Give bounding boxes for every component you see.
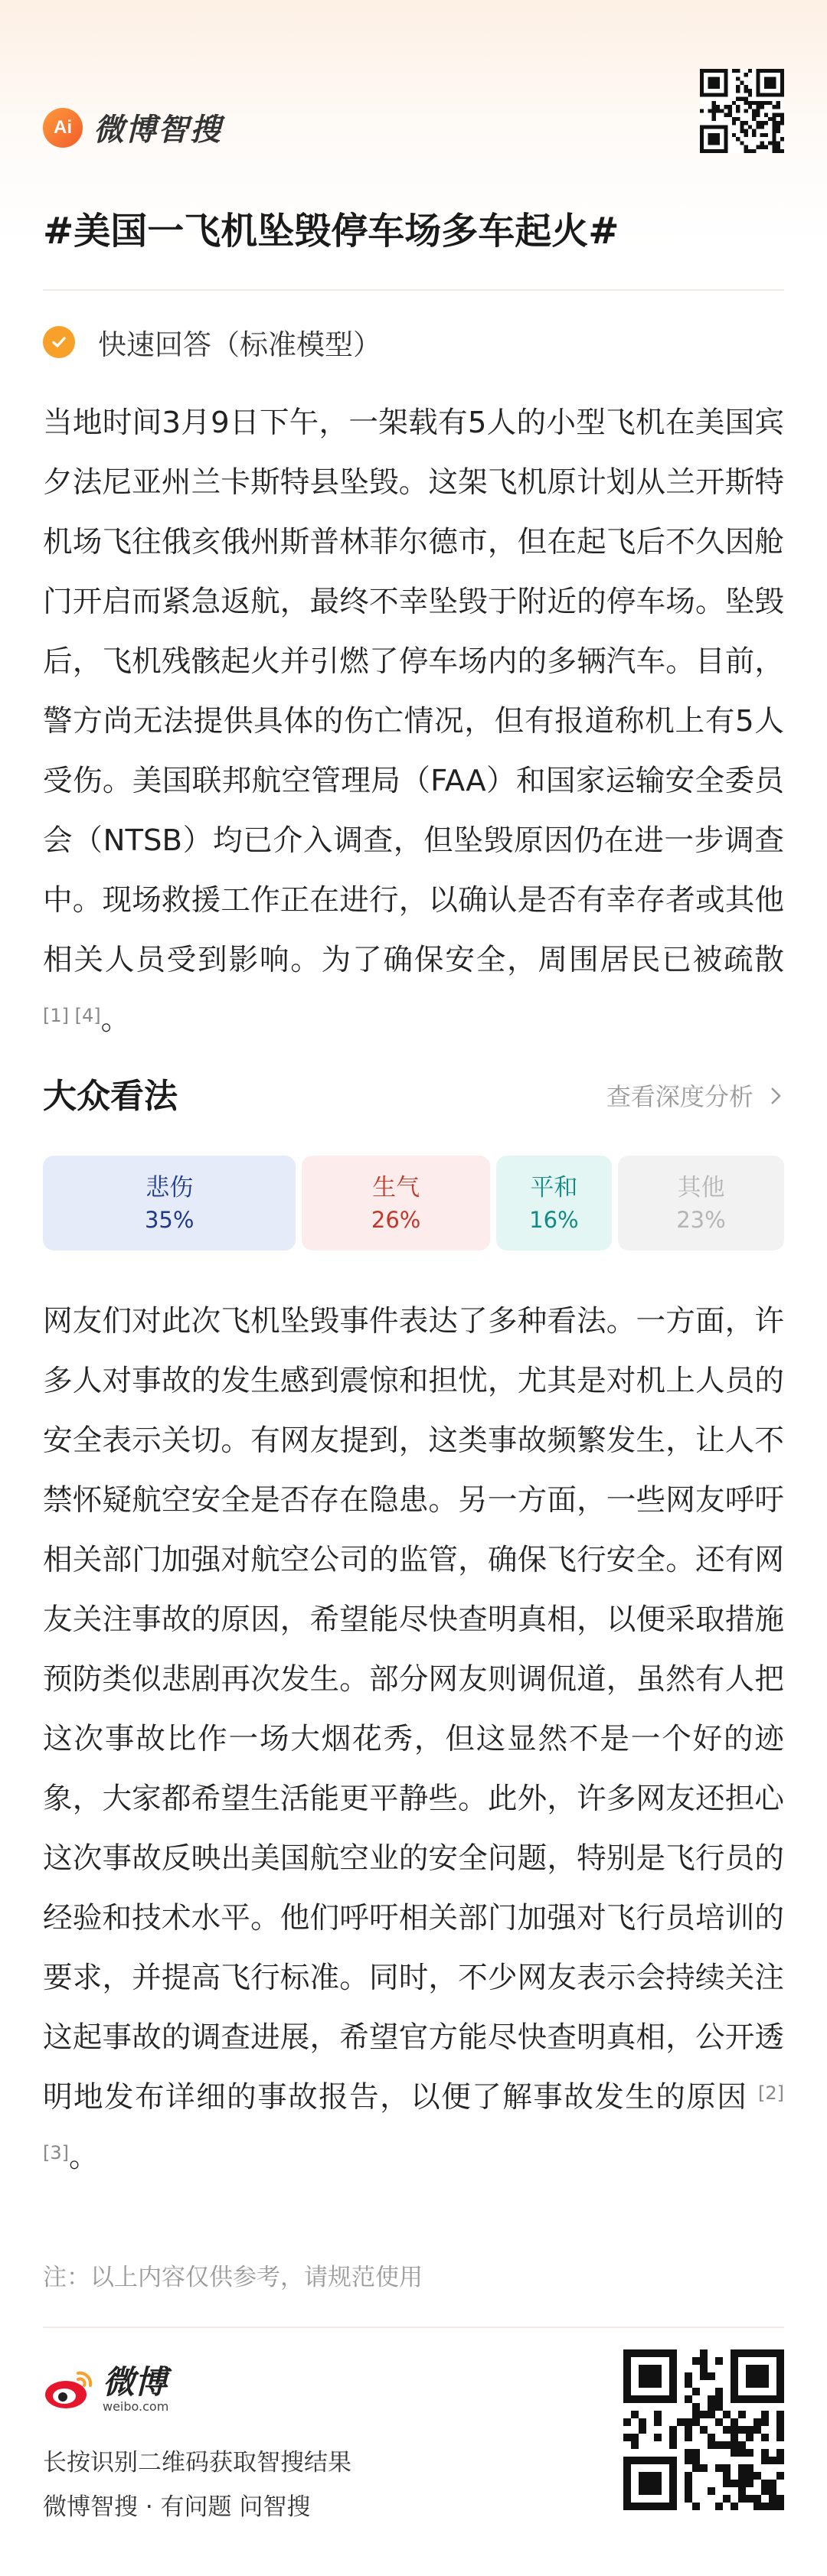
sentiment-value: 16% bbox=[529, 1207, 579, 1233]
quick-answer-header bbox=[43, 321, 381, 363]
brand bbox=[43, 106, 222, 149]
reference-links[interactable]: [1] [4] bbox=[43, 1005, 101, 1026]
sentiment-name: 其他 bbox=[677, 1174, 725, 1202]
brand-name: 微博智搜 bbox=[93, 112, 222, 148]
sentiment-value: 35% bbox=[144, 1207, 194, 1233]
sentiment-name: 悲伤 bbox=[145, 1174, 194, 1202]
divider bbox=[43, 2327, 784, 2328]
answer-end: 。 bbox=[100, 1003, 131, 1037]
page-title: #美国一飞机坠毁停车场多车起火# bbox=[43, 210, 619, 253]
footer-instruction: 长按识别二维码获取智搜结果 bbox=[43, 2449, 351, 2477]
weibo-domain: weibo.com bbox=[103, 2399, 169, 2414]
sentiment-value: 23% bbox=[676, 1207, 726, 1233]
header bbox=[43, 69, 784, 184]
reference-links[interactable]: [2] [3] bbox=[43, 2082, 785, 2164]
footer-slogan: 微博智搜 · 有问题 问智搜 bbox=[43, 2493, 311, 2521]
qr-code-icon[interactable] bbox=[623, 2349, 784, 2510]
disclaimer-note: 注：以上内容仅供参考，请规范使用 bbox=[43, 2264, 423, 2291]
quick-answer-text bbox=[43, 393, 784, 1050]
deep-analysis-label: 查看深度分析 bbox=[606, 1082, 753, 1111]
sentiment-name: 生气 bbox=[372, 1174, 420, 1202]
deep-analysis-link[interactable] bbox=[606, 1078, 784, 1113]
public-opinion-header bbox=[43, 1064, 784, 1125]
section-title: 大众看法 bbox=[43, 1077, 178, 1116]
divider bbox=[43, 289, 784, 291]
public-opinion-text bbox=[43, 1292, 784, 2187]
weibo-logo bbox=[43, 2365, 168, 2414]
opinion-body: 网友们对此次飞机坠毁事件表达了多种看法。一方面，许多人对事故的发生感到震惊和担忧，尤其是对机上人员的安全表示关切。有网友提到，这类事故频繁发生，让人不禁怀疑航空安全是否存在隐患。另一方面，一些网友呼吁相关部门加强对航空公司的监管，确保飞行安全。还有网友关注事故的原因，希望能尽快查明真相，以便采取措施预防类似悲剧再次发生。部分网友则调侃道，虽然有人把这次事故比作一场大烟花秀，但这显然不是一个好的迹象，大家都希望生活能更平静些。此外，许多网友还担心这次事故反映出美国航空业的安全问题，特别是飞行员的经验和技术水平。他们呼吁相关部门加强对飞行员培训的要求，并提高飞行标准。同时，不少网友表示会持续关注这起事故的调查进展，希望官方能尽快查明真相，公开透明地发布详细的事故报告，以便了解事故发生的原因 bbox=[43, 1304, 784, 2115]
chevron-right-icon bbox=[767, 1085, 784, 1107]
opinion-end: 。 bbox=[69, 2140, 99, 2174]
quick-answer-label: 快速回答（标准模型） bbox=[98, 328, 381, 361]
check-icon bbox=[43, 326, 75, 358]
sentiment-segment bbox=[43, 1156, 296, 1251]
sentiment-segment bbox=[496, 1156, 612, 1251]
ai-logo-icon: Ai bbox=[43, 108, 83, 148]
sentiment-value: 26% bbox=[371, 1207, 421, 1233]
footer bbox=[43, 2349, 784, 2521]
sentiment-segment bbox=[618, 1156, 784, 1251]
sentiment-bar bbox=[43, 1156, 784, 1251]
sentiment-segment bbox=[302, 1156, 489, 1251]
weibo-name: 微博 bbox=[103, 2363, 168, 2401]
weibo-logo-icon bbox=[43, 2367, 96, 2411]
qr-code-icon[interactable] bbox=[700, 69, 784, 153]
sentiment-name: 平和 bbox=[530, 1174, 578, 1202]
answer-body: 当地时间3月9日下午，一架载有5人的小型飞机在美国宾夕法尼亚州兰卡斯特县坠毁。这架飞机原计划从兰开斯特机场飞往俄亥俄州斯普林菲尔德市，但在起飞后不久因舱门开启而紧急返航，最终不幸坠毁于附近的停车场。坠毁后，飞机残骸起火并引燃了停车场内的多辆汽车。目前，警方尚无法提供具体的伤亡情况，但有报道称机上有5人受伤。美国联邦航空管理局（FAA）和国家运输安全委员会（NTSB）均已介入调查，但坠毁原因仍在进一步调查中。现场救援工作正在进行，以确认是否有幸存者或其他相关人员受到影响。为了确保安全，周围居民已被疏散 bbox=[43, 406, 784, 977]
